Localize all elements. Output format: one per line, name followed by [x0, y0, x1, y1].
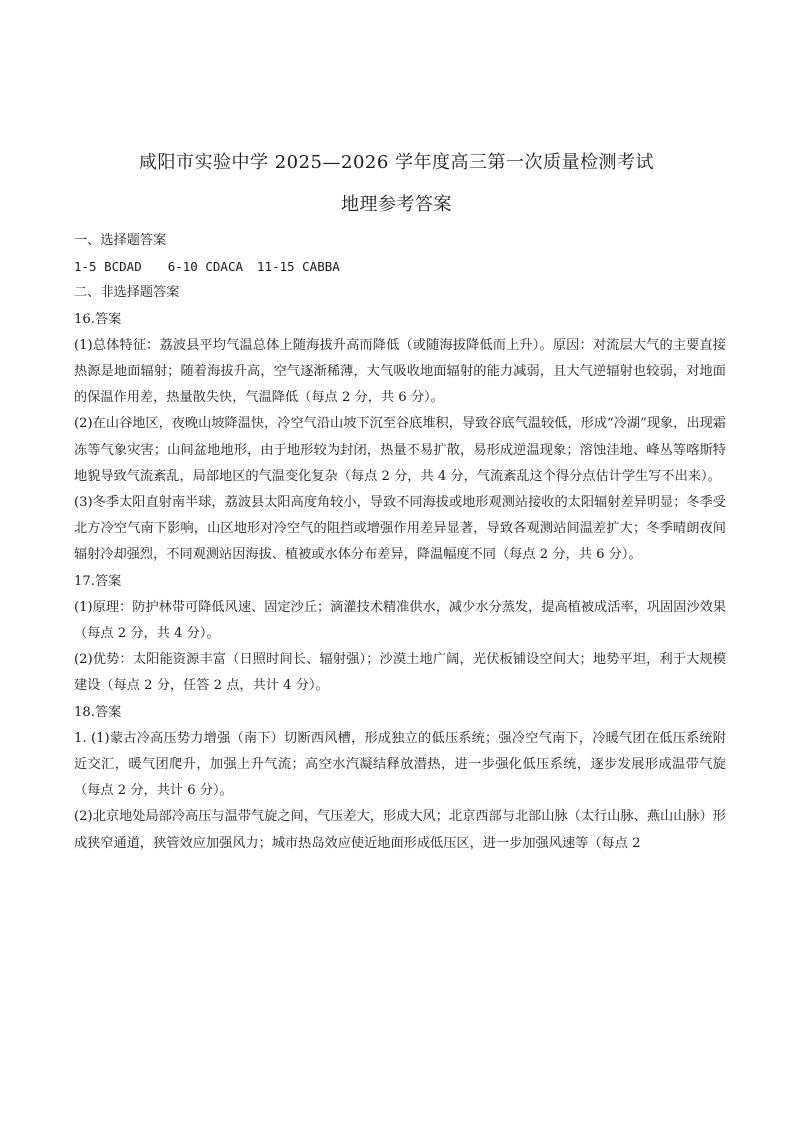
document-title: 咸阳市实验中学 2025—2026 学年度高三第一次质量检测考试	[138, 152, 655, 173]
document-subtitle: 地理参考答案	[341, 194, 452, 215]
section-heading-nonchoice: 二、非选择题答案	[74, 285, 180, 301]
answer-content	[74, 228, 726, 857]
question-label: 17.答案	[74, 573, 122, 589]
answer-paragraph: 1. (1)蒙古冷高压势力增强（南下）切断西风槽，形成独立的低压系统；强冷空气南下，冷暖气团在低压系统附近交汇，暖气团爬升，加强上升气流；高空水汽凝结释放潜热，进一步强化低压系统，逐步发展形成温带气旋（每点 2 分，共计 6 分）。	[74, 730, 726, 799]
answer-paragraph: (2)在山谷地区，夜晚山坡降温快，冷空气沿山坡下沉至谷底堆积，导致谷底气温较低，形成“冷湖”现象，出现霜冻等气象灾害；山间盆地地形，由于地形较为封闭，热量不易扩散，易形成逆温现象；溶蚀洼地、峰丛等喀斯特地貌导致气流紊乱，局部地区的气温变化复杂（每点 2 分，共 4 分，气流紊乱这个得分点估计学生写不出来）。	[74, 416, 726, 484]
answer-paragraph: (2)优势：太阳能资源丰富（日照时间长、辐射强）；沙漠土地广阔，光伏板铺设空间大；地势平坦，利于大规模建设（每点 2 分，任答 2 点，共计 4 分）。	[74, 652, 726, 694]
choice-answer-group: 1-5 BCDAD	[74, 259, 142, 275]
answer-paragraph: (1)原理：防护林带可降低风速、固定沙丘；滴灌技术精准供水，减少水分蒸发，提高植被成活率，巩固固沙效果（每点 2 分，共 4 分）。	[74, 599, 726, 642]
section-heading-choice: 一、选择题答案	[74, 233, 167, 248]
choice-answer-group: 6-10 CDACA	[167, 259, 243, 275]
answer-paragraph: (2)北京地处局部冷高压与温带气旋之间，气压差大，形成大风；北京西部与北部山脉（太行山脉、燕山山脉）形成狭窄通道，狭管效应加强风力；城市热岛效应使近地面形成低压区，进一步加强风速等（每点 2	[74, 809, 726, 851]
question-label: 16.答案	[74, 311, 122, 327]
choice-answer-group: 11-15 CABBA	[257, 259, 340, 275]
answer-paragraph: (1)总体特征：荔波县平均气温总体上随海拔升高而降低（或随海拔降低而上升）。原因：对流层大气的主要直接热源是地面辐射；随着海拔升高，空气逐渐稀薄，大气吸收地面辐射的能力减弱，且大气逆辐射也较弱，对地面的保温作用差，热量散失快，气温降低（每点 2 分，共 6 分）。	[74, 337, 726, 406]
answer-paragraph: (3)冬季太阳直射南半球，荔波县太阳高度角较小，导致不同海拔或地形观测站接收的太阳辐射差异明显；冬季受北方冷空气南下影响，山区地形对冷空气的阻挡或增强作用差异显著，导致各观测站间温差扩大；冬季晴朗夜间辐射冷却强烈，不同观测站因海拔、植被或水体分布差异，降温幅度不同（每点 2 分，共 6 分）。	[74, 495, 726, 563]
choice-answers	[74, 254, 726, 280]
question-label: 18.答案	[74, 704, 122, 720]
